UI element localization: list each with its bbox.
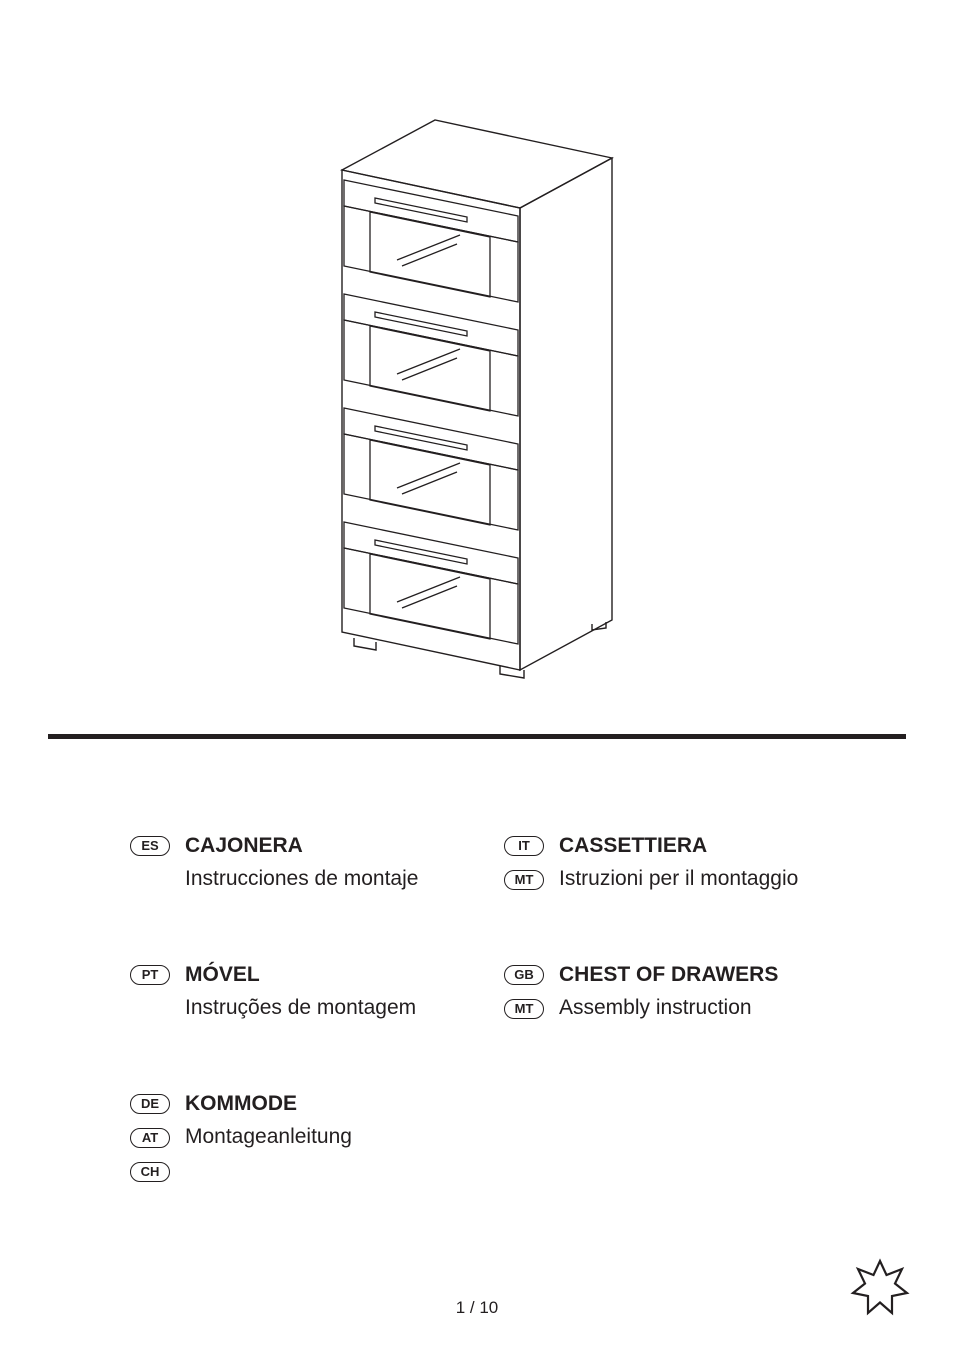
language-badge-mt: MT (504, 999, 544, 1019)
page-number: 1 / 10 (455, 1298, 499, 1317)
chest-of-drawers-illustration (330, 110, 620, 680)
language-badge-it: IT (504, 836, 544, 856)
product-subtitle-it: Istruzioni per il montaggio (559, 867, 799, 890)
horizontal-divider (48, 734, 906, 739)
language-badge-es: ES (130, 836, 170, 856)
star-logo-icon (850, 1258, 910, 1320)
language-badge-mt: MT (504, 870, 544, 890)
product-title-de: KOMMODE (185, 1092, 297, 1115)
language-badge-at: AT (130, 1128, 170, 1148)
language-badge-pt: PT (130, 965, 170, 985)
product-title-pt: MÓVEL (185, 963, 260, 986)
product-subtitle-gb: Assembly instruction (559, 996, 752, 1019)
product-title-gb: CHEST OF DRAWERS (559, 963, 779, 986)
product-subtitle-es: Instrucciones de montaje (185, 867, 419, 890)
language-badge-gb: GB (504, 965, 544, 985)
product-subtitle-de: Montageanleitung (185, 1125, 352, 1148)
product-title-it: CASSETTIERA (559, 834, 708, 857)
language-badge-ch: CH (130, 1162, 170, 1182)
product-title-es: CAJONERA (185, 834, 303, 857)
language-badge-de: DE (130, 1094, 170, 1114)
product-subtitle-pt: Instruções de montagem (185, 996, 417, 1019)
